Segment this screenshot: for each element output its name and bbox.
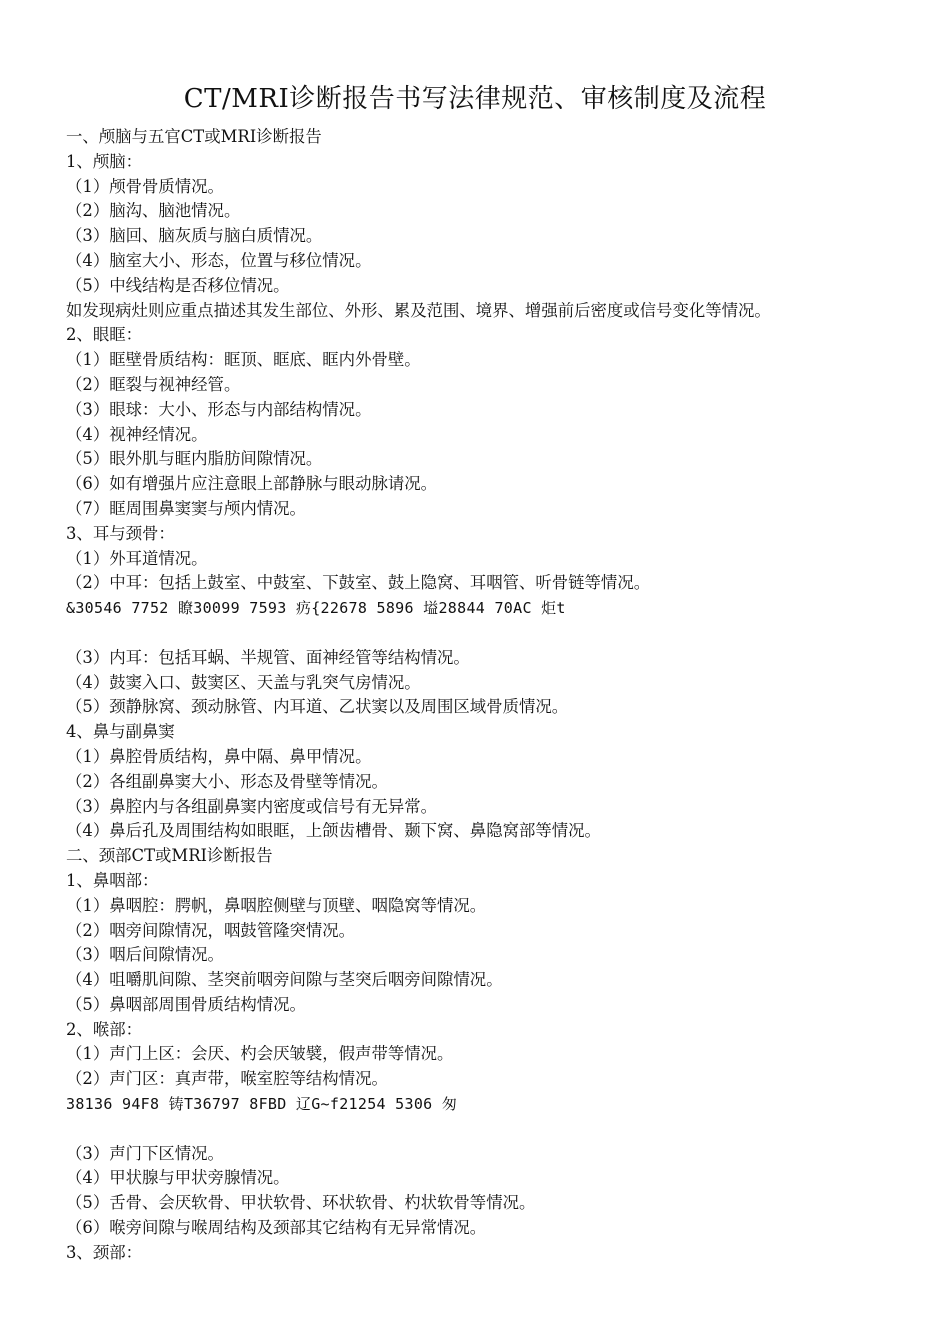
text-line: 1、鼻咽部： [66, 870, 159, 890]
text-line: （4）鼓窦入口、鼓窦区、天盖与乳突气房情况。 [66, 672, 421, 692]
text-line: （1）外耳道情况。 [66, 548, 208, 568]
text-line: （4）甲状腺与甲状旁腺情况。 [66, 1168, 290, 1188]
text-line: （5）舌骨、会厌软骨、甲状软骨、环状软骨、杓状软骨等情况。 [66, 1193, 536, 1213]
text-line: （6）如有增强片应注意眼上部静脉与眼动脉请况。 [66, 474, 438, 494]
text-line: 二、颈部CT或MRI诊断报告 [66, 846, 273, 866]
text-line: （5）眼外肌与眶内脂肪间隙情况。 [66, 449, 323, 469]
text-line: 3、颈部： [66, 1242, 142, 1262]
text-line: （3）内耳：包括耳蜗、半规管、面神经管等结构情况。 [66, 647, 470, 667]
text-line: 1、颅脑： [66, 151, 142, 171]
text-line: &30546 7752 瞭30099 7593 疓{22678 5896 塧28844 70AC 炬t [66, 599, 566, 618]
text-line: （5）颈静脉窝、颈动脉管、内耳道、乙状窦以及周围区域骨质情况。 [66, 697, 569, 717]
text-line: （1）眶壁骨质结构：眶顶、眶底、眶内外骨壁。 [66, 350, 421, 370]
document-title: CT/MRI诊断报告书写法律规范、审核制度及流程 [183, 84, 767, 114]
text-line: （2）声门区：真声带，喉室腔等结构情况。 [66, 1069, 388, 1089]
blank-line [66, 1117, 936, 1142]
text-line: （6）喉旁间隙与喉周结构及颈部其它结构有无异常情况。 [66, 1218, 487, 1238]
text-line: （4）视神经情况。 [66, 424, 208, 444]
text-line: （2）脑沟、脑池情况。 [66, 201, 241, 221]
text-line: （2）各组副鼻窦大小、形态及骨壁等情况。 [66, 771, 388, 791]
document-body [66, 125, 936, 1266]
text-line: （3）脑回、脑灰质与脑白质情况。 [66, 226, 323, 246]
text-line: （5）中线结构是否移位情况。 [66, 275, 290, 295]
text-line: 38136 94F8 铸T36797 8FBD 辽G~f21254 5306 匆 [66, 1095, 458, 1114]
text-line: （1）鼻咽腔：腭帆，鼻咽腔侧壁与顶壁、咽隐窝等情况。 [66, 895, 487, 915]
text-line: （3）眼球：大小、形态与内部结构情况。 [66, 399, 372, 419]
text-line: （4）咀嚼肌间隙、茎突前咽旁间隙与茎突后咽旁间隙情况。 [66, 970, 503, 990]
text-line: 如发现病灶则应重点描述其发生部位、外形、累及范围、境界、增强前后密度或信号变化等情况。 [66, 300, 771, 320]
text-line: （1）声门上区：会厌、杓会厌皱襞，假声带等情况。 [66, 1044, 454, 1064]
text-line: 一、颅脑与五官CT或MRI诊断报告 [66, 127, 322, 146]
text-line: （1）鼻腔骨质结构，鼻中隔、鼻甲情况。 [66, 746, 372, 766]
text-line: （3）声门下区情况。 [66, 1143, 224, 1163]
blank-line [66, 621, 936, 646]
text-line: （5）鼻咽部周围骨质结构情况。 [66, 994, 306, 1014]
text-line: （2）中耳：包括上鼓室、中鼓室、下鼓室、鼓上隐窝、耳咽管、听骨链等情况。 [66, 573, 651, 593]
text-line: （2）眶裂与视神经管。 [66, 374, 241, 394]
text-line: （3）咽后间隙情况。 [66, 945, 224, 965]
text-line: 4、鼻与副鼻窦 [66, 722, 175, 742]
text-line: 3、耳与颈骨： [66, 523, 175, 543]
text-line: （4）鼻后孔及周围结构如眼眶，上颌齿槽骨、颞下窝、鼻隐窝部等情况。 [66, 821, 601, 841]
text-line: 2、喉部： [66, 1019, 142, 1039]
text-line: （2）咽旁间隙情况，咽鼓管隆突情况。 [66, 920, 356, 940]
text-line: （1）颅骨骨质情况。 [66, 176, 224, 196]
text-line: 2、眼眶： [66, 325, 142, 345]
text-line: （4）脑室大小、形态，位置与移位情况。 [66, 250, 372, 270]
text-line: （3）鼻腔内与各组副鼻窦内密度或信号有无异常。 [66, 796, 438, 816]
text-line: （7）眶周围鼻窦窦与颅内情况。 [66, 498, 306, 518]
